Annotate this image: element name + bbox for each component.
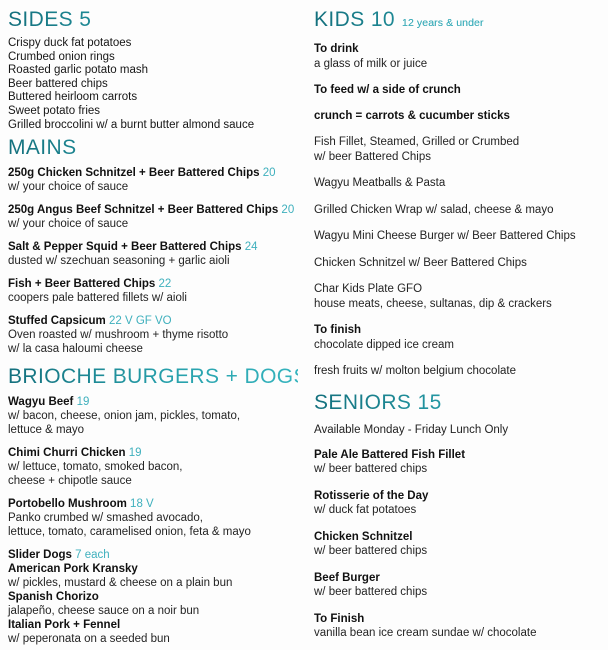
kids-to-feed-note: To feed w/ a side of crunch xyxy=(314,84,461,96)
section-heading-seniors xyxy=(314,391,602,415)
menu-item-price: 18 V xyxy=(130,498,154,511)
menu-item-desc: w/ bacon, cheese, onion jam, pickles, tomato, xyxy=(8,410,241,423)
menu-item-desc: w/ beer Battered Chips xyxy=(314,150,431,163)
menu-item xyxy=(314,571,602,600)
list-item: Crumbed onion rings xyxy=(8,50,115,63)
slider-name: Spanish Chorizo xyxy=(8,591,99,604)
slider-dogs-price: 7 each xyxy=(75,549,110,562)
slider-desc: w/ peperonata on a seeded bun xyxy=(8,633,170,646)
menu-item-price: 22 xyxy=(158,278,172,291)
menu-item-name xyxy=(8,240,298,254)
menu-item xyxy=(8,203,298,231)
slider-dogs-heading xyxy=(8,548,298,562)
menu-item-desc: vanilla bean ice cream sundae w/ chocolate xyxy=(314,627,537,639)
section-heading-kids-label: KIDS 10 xyxy=(314,8,396,31)
menu-item-name: Pale Ale Battered Fish Fillet xyxy=(314,448,466,461)
menu-item xyxy=(314,530,602,559)
menu-item-price: 20 xyxy=(281,204,295,217)
slider-dogs-group xyxy=(8,548,298,646)
slider-name: Italian Pork + Fennel xyxy=(8,619,121,632)
menu-item-name xyxy=(8,277,298,291)
menu-item-desc: Wagyu Meatballs & Pasta xyxy=(314,177,446,189)
section-heading-burgers xyxy=(8,365,308,389)
menu-item-desc: w/ beer battered chips xyxy=(314,463,428,475)
menu-item-desc: Panko crumbed w/ smashed avocado, xyxy=(8,512,203,525)
menu-item-desc: Wagyu Mini Cheese Burger w/ Beer Battered Chips xyxy=(314,230,576,242)
menu-item-desc: house meats, cheese, sultanas, dip & crackers xyxy=(314,297,552,310)
menu-item-name xyxy=(8,314,298,328)
list-item: Buttered heirloom carrots xyxy=(8,91,138,104)
menu-item-title: 250g Chicken Schnitzel + Beer Battered Chips xyxy=(8,167,260,180)
menu-item-name: Chicken Schnitzel xyxy=(314,530,413,543)
menu-item-desc: w/ beer battered chips xyxy=(314,545,428,557)
list-item: Crispy duck fat potatoes xyxy=(8,37,132,49)
menu-item-name xyxy=(8,446,298,460)
menu-item xyxy=(8,166,298,194)
menu-item-name xyxy=(8,166,298,180)
menu-item-desc: w/ your choice of sauce xyxy=(8,218,129,231)
menu-item-desc: cheese + chipotle sauce xyxy=(8,475,132,488)
menu-item-price: 19 xyxy=(128,447,142,460)
seniors-availability: Available Monday - Friday Lunch Only xyxy=(314,423,509,436)
menu-item-name xyxy=(314,282,602,297)
menu-item-title: Fish + Beer Battered Chips xyxy=(8,278,156,291)
menu-item-title: 250g Angus Beef Schnitzel + Beer Battered Chips xyxy=(8,204,279,217)
menu-item-name: To finish xyxy=(314,324,362,336)
menu-item-desc: w/ la casa haloumi cheese xyxy=(8,343,143,356)
kids-crunch-note: crunch = carrots & cucumber sticks xyxy=(314,110,510,122)
menu-item xyxy=(314,448,602,477)
menu-item-title: Char Kids Plate xyxy=(314,283,394,295)
list-item: Sweet potato fries xyxy=(8,104,101,117)
section-heading-seniors-label: SENIORS 15 xyxy=(314,390,442,414)
section-heading-kids-subtitle: 12 years & under xyxy=(402,17,484,29)
menu-item xyxy=(314,42,602,71)
menu-item-desc: w/ beer battered chips xyxy=(314,586,428,598)
menu-item-title: Chimi Churri Chicken xyxy=(8,447,126,460)
menu-item-name: Rotisserie of the Day xyxy=(314,489,429,502)
section-heading-mains-label: MAINS xyxy=(8,136,77,160)
menu-item-desc: lettuce, tomato, caramelised onion, feta & mayo xyxy=(8,526,251,539)
section-heading-kids xyxy=(314,8,602,35)
menu-item-price: 22 V GF VO xyxy=(108,315,172,328)
menu-item-price: 19 xyxy=(76,396,90,409)
menu-item-desc: Fish Fillet, Steamed, Grilled or Crumbed xyxy=(314,136,520,148)
menu-item xyxy=(314,323,602,352)
menu-item xyxy=(8,446,298,488)
right-column xyxy=(304,0,608,650)
kids-fruit-line: fresh fruits w/ molton belgium chocolate xyxy=(314,365,516,377)
menu-item xyxy=(314,282,602,311)
menu-item-name: To Finish xyxy=(314,612,365,625)
sides-list xyxy=(8,37,298,132)
menu-item-title: Salt & Pepper Squid + Beer Battered Chips xyxy=(8,241,242,254)
menu-item-desc: w/ your choice of sauce xyxy=(8,181,129,194)
menu-item-name: To drink xyxy=(314,43,359,55)
menu-item xyxy=(314,489,602,518)
dietary-tag: GFO xyxy=(397,283,423,295)
list-item: Beer battered chips xyxy=(8,77,108,90)
menu-item-price: 20 xyxy=(262,167,276,180)
section-heading-burgers-label: BRIOCHE BURGERS + DOGS xyxy=(8,365,308,389)
section-heading-sides-label: SIDES 5 xyxy=(8,8,92,31)
menu-item-desc: a glass of milk or juice xyxy=(314,57,428,70)
menu-item xyxy=(8,277,298,305)
menu-item xyxy=(8,497,298,539)
slider-dogs-title: Slider Dogs xyxy=(8,549,72,562)
menu-item-desc: Oven roasted w/ mushroom + thyme risotto xyxy=(8,329,229,342)
menu-item-desc: coopers pale battered fillets w/ aioli xyxy=(8,292,187,305)
menu-item-desc: dusted w/ szechuan seasoning + garlic aioli xyxy=(8,255,230,268)
menu-item-title: Portobello Mushroom xyxy=(8,498,127,511)
menu-item-price: 24 xyxy=(244,241,258,254)
list-item: Grilled broccolini w/ a burnt butter almond sauce xyxy=(8,118,255,131)
slider-desc: jalapeño, cheese sauce on a noir bun xyxy=(8,605,200,618)
section-heading-sides xyxy=(8,8,298,32)
menu-item xyxy=(314,612,602,641)
menu-item-name xyxy=(8,395,298,409)
menu-item-desc: w/ duck fat potatoes xyxy=(314,504,417,516)
menu-item xyxy=(8,395,298,437)
menu-item-name xyxy=(8,203,298,217)
slider-name: American Pork Kransky xyxy=(8,563,138,576)
menu-item-desc: w/ lettuce, tomato, smoked bacon, xyxy=(8,461,183,474)
menu-item-desc: Chicken Schnitzel w/ Beer Battered Chips xyxy=(314,256,527,269)
menu-item-desc: chocolate dipped ice cream xyxy=(314,338,454,351)
slider-desc: w/ pickles, mustard & cheese on a plain bun xyxy=(8,577,233,590)
menu-item xyxy=(8,314,298,356)
menu-item-name: Beef Burger xyxy=(314,571,380,584)
list-item: Roasted garlic potato mash xyxy=(8,64,148,77)
menu-item-desc: lettuce & mayo xyxy=(8,424,85,437)
section-heading-mains xyxy=(8,136,298,160)
menu-item-name xyxy=(8,497,298,511)
menu-item-title: Stuffed Capsicum xyxy=(8,315,106,328)
menu-item-title: Wagyu Beef xyxy=(8,396,74,409)
menu-item-desc: Grilled Chicken Wrap w/ salad, cheese & mayo xyxy=(314,203,554,216)
menu-item xyxy=(8,240,298,268)
menu-item xyxy=(314,135,602,164)
